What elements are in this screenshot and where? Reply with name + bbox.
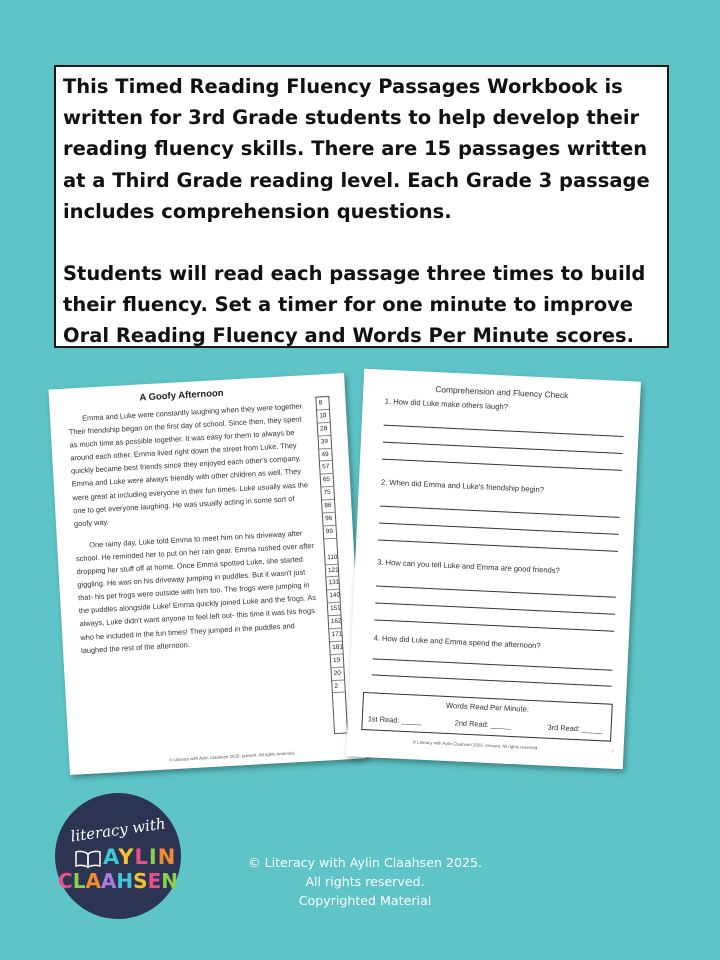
logo-letter: N — [157, 845, 177, 869]
answer-line — [372, 674, 612, 686]
word-count-cell: 181 — [330, 641, 343, 655]
logo-letter: Y — [118, 845, 135, 869]
word-count-cell: 20 — [331, 667, 344, 681]
literacy-with-aylin-claahsen-logo — [55, 793, 181, 919]
answer-line — [373, 658, 613, 670]
description-paragraph-1: This Timed Reading Fluency Passages Workbook is written for 3rd Grade students to help develop their reading fluency skills. There are 15 passages written at a Third Grade reading level. Each Grade 3 passage includes comprehension questions. — [63, 75, 650, 223]
copyright-line-1: © Literacy with Aylin Claahsen 2025. — [247, 855, 483, 870]
answer-line — [382, 459, 622, 471]
question-4: 4. How did Luke and Emma spend the afternoon? — [373, 633, 541, 651]
word-count-cell: 151 — [328, 603, 341, 617]
page-number: 7 — [611, 748, 614, 754]
copyright-line-3: Copyrighted Material — [298, 893, 432, 908]
word-count-cell: 8 — [316, 397, 329, 411]
story-paragraph-1: Emma and Luke were constantly laughing when they were together. Their friendship began on the first day of school. Since then, they spent as much time as possible together. It was easy for them to always be around each other. Emma lived right down the street from Luke. They quickly became best friends since they enjoyed each other's company. Emma and Luke were always friendly with other children as well. They were great at including everyone in their fun times. Luke usually was the one to get everyone laughing. He was usually acting in some sort of goofy way. — [68, 401, 309, 529]
word-count-cell: 19 — [331, 654, 344, 668]
logo-letter: H — [116, 869, 134, 893]
question-1: 1. How did Luke make others laugh? — [384, 396, 509, 412]
comprehension-title: Comprehension and Fluency Check — [435, 384, 569, 401]
word-count-cell: 39 — [318, 436, 331, 450]
comprehension-page-footer: © Literacy with Aylin Claahsen 2025- present. All rights reserved. — [412, 739, 539, 751]
answer-line — [383, 442, 623, 454]
logo-letter: C — [58, 869, 73, 893]
logo-aylin-text — [103, 845, 176, 869]
logo-claahsen-text — [55, 869, 181, 893]
answer-line — [374, 619, 614, 631]
third-read-label: 3rd Read: _____ — [547, 722, 603, 735]
word-count-cell: 96 — [323, 513, 336, 527]
word-count-cell: 140 — [327, 590, 340, 604]
open-book-icon — [75, 850, 101, 868]
copyright-line-2: All rights reserved. — [305, 874, 425, 889]
word-count-cell: 18 — [317, 410, 330, 424]
word-count-cell — [324, 539, 337, 553]
comprehension-page-preview — [346, 369, 641, 770]
question-3: 3. How can you tell Luke and Emma are good friends? — [376, 557, 560, 576]
logo-letter: E — [147, 869, 162, 893]
answer-line — [378, 540, 618, 552]
logo-letter: L — [72, 869, 86, 893]
word-count-cell: 75 — [321, 487, 334, 501]
logo-script-text: literacy with — [69, 814, 167, 846]
words-per-minute-box — [361, 692, 613, 742]
story-paragraph-2: One rainy day, Luke told Emma to meet him on his driveway after school. He reminded her to put on her rain gear. Emma rushed over after dropping her stuff off at home. Once Emma spotted Luke, she started giggling. He was on his driveway jumping in puddles. But it wasn't just that- his pet frogs were outside with him too. The frogs were jumping in the puddles alongside Luke! Emma quickly joined Luke and the frogs. As always, Luke didn't want anyone to feel left out- this time it was his frogs who he included in the fun times! They jumped in the puddles and laughed the rest of the afternoon. — [75, 528, 317, 655]
second-read-label: 2nd Read: _____ — [454, 718, 512, 731]
word-count-cell: 86 — [322, 500, 335, 514]
logo-letter: A — [85, 869, 101, 893]
word-count-cell: 57 — [320, 461, 333, 475]
answer-line — [376, 585, 616, 597]
word-count-cell: 2 — [332, 680, 345, 694]
story-page-preview — [48, 373, 365, 775]
question-2: 2. When did Emma and Luke's friendship begin? — [380, 477, 545, 495]
word-count-cell: 49 — [319, 448, 332, 462]
story-page-footer: © Literacy with Aylin Claahsen 2025- present. All rights reserved. — [169, 750, 296, 763]
answer-line — [384, 425, 624, 437]
answer-line — [379, 523, 619, 535]
first-read-label: 1st Read: _____ — [367, 714, 423, 726]
logo-letter: A — [103, 845, 119, 869]
logo-letter: I — [148, 845, 158, 869]
logo-letter: S — [133, 869, 148, 893]
word-count-cell: 171 — [329, 629, 342, 643]
word-count-cell: 99 — [324, 526, 337, 540]
logo-letter: A — [100, 869, 117, 893]
word-count-cell: 110 — [325, 551, 338, 565]
description-box — [54, 65, 669, 348]
word-count-cell: 28 — [318, 423, 331, 437]
copyright-notice — [230, 853, 500, 910]
story-text — [68, 399, 321, 657]
word-count-cell: 131 — [326, 577, 339, 591]
description-paragraph-2: Students will read each passage three times to build their fluency. Set a timer for one minute to improve Oral Reading Fluency and Words Per Minute scores. — [63, 262, 646, 348]
word-count-cell: 121 — [326, 564, 339, 578]
word-count-cell: 162 — [329, 616, 342, 630]
logo-letter: N — [161, 869, 178, 893]
word-count-column — [315, 396, 348, 734]
answer-line — [375, 602, 615, 614]
word-count-cell: 65 — [321, 474, 334, 488]
story-title: A Goofy Afternoon — [139, 387, 224, 404]
logo-letter: L — [134, 845, 149, 869]
answer-line — [380, 506, 620, 518]
wpm-title: Words Read Per Minute: — [445, 700, 530, 714]
